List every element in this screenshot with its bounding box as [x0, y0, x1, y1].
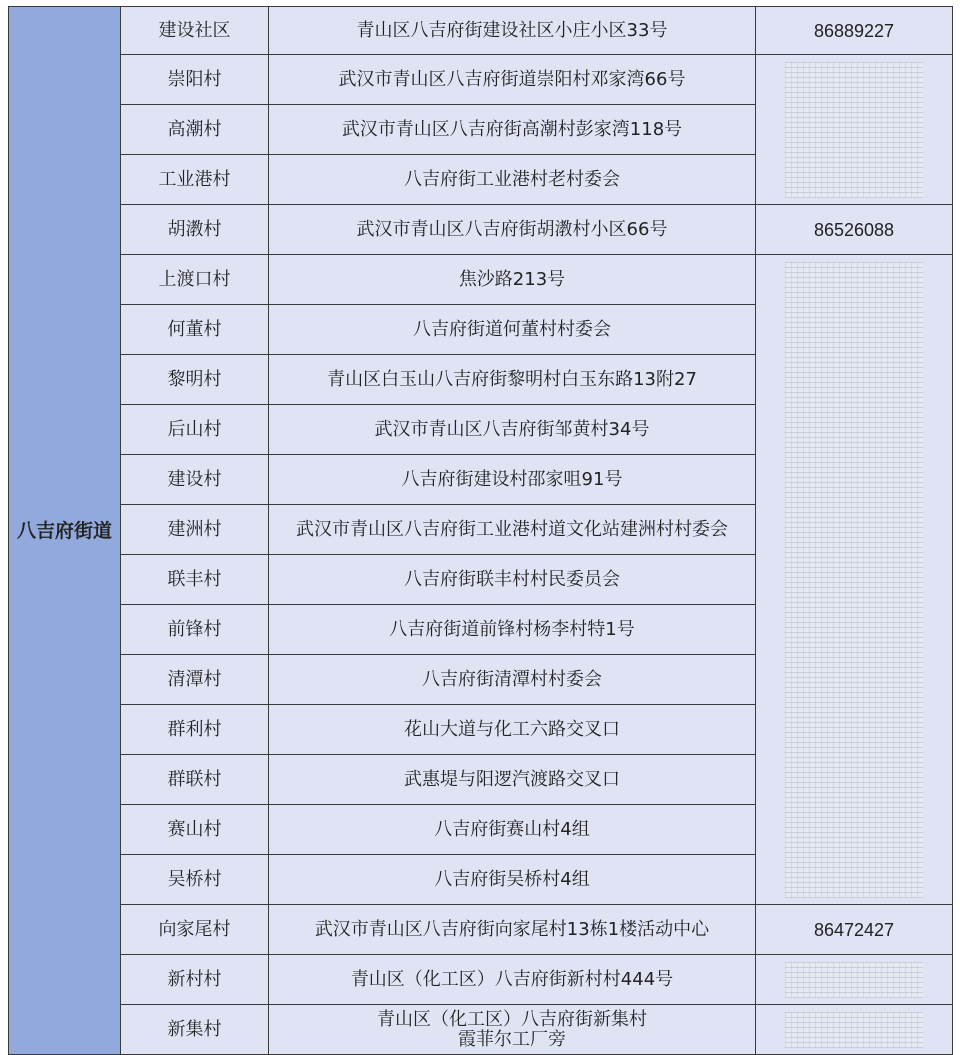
address-line: 青山区八吉府街建设社区小庄小区33号 [356, 19, 668, 41]
redacted-phone-block [785, 262, 923, 898]
community-name-cell: 新村村 [121, 955, 269, 1005]
address-cell [269, 305, 756, 355]
table-row [9, 55, 953, 105]
table-row [9, 7, 953, 55]
address-cell [269, 405, 756, 455]
address-line: 武汉市青山区八吉府街道崇阳村邓家湾66号 [338, 68, 686, 90]
phone-cell: 86889227 [756, 7, 953, 55]
community-name-cell: 建设社区 [121, 7, 269, 55]
table-row [9, 955, 953, 1005]
community-name-cell: 群利村 [121, 705, 269, 755]
address-line: 八吉府街清潭村村委会 [422, 668, 602, 690]
address-line: 焦沙路213号 [458, 268, 566, 290]
community-name-cell: 何董村 [121, 305, 269, 355]
address-line: 青山区白玉山八吉府街黎明村白玉东路13附27 [327, 368, 697, 390]
address-line: 武汉市青山区八吉府街邹黄村34号 [374, 418, 650, 440]
address-line: 花山大道与化工六路交叉口 [404, 718, 620, 740]
address-cell [269, 455, 756, 505]
community-name-cell: 群联村 [121, 755, 269, 805]
address-line: 八吉府街联丰村村民委员会 [404, 568, 620, 590]
address-cell [269, 605, 756, 655]
address-cell [269, 705, 756, 755]
address-cell [269, 105, 756, 155]
address-cell [269, 205, 756, 255]
address-line: 八吉府街建设村邵家咀91号 [401, 468, 623, 490]
address-line: 八吉府街道前锋村杨李村特1号 [389, 618, 635, 640]
address-cell [269, 1005, 756, 1055]
street-name-cell: 八吉府街道 [9, 7, 121, 1055]
community-name-cell: 向家尾村 [121, 905, 269, 955]
community-name-cell: 清潭村 [121, 655, 269, 705]
address-line: 武惠堤与阳逻汽渡路交叉口 [404, 768, 620, 790]
community-name-cell: 联丰村 [121, 555, 269, 605]
community-name-cell: 崇阳村 [121, 55, 269, 105]
address-cell [269, 555, 756, 605]
address-cell [269, 155, 756, 205]
address-cell [269, 55, 756, 105]
phone-cell-redacted [756, 955, 953, 1005]
address-cell [269, 955, 756, 1005]
phone-cell-redacted [756, 55, 953, 205]
community-name-cell: 后山村 [121, 405, 269, 455]
community-name-cell: 建洲村 [121, 505, 269, 555]
table-row [9, 255, 953, 305]
address-line: 八吉府街吴桥村4组 [434, 868, 590, 890]
address-line: 霞菲尔工厂旁 [458, 1028, 566, 1050]
phone-cell-redacted [756, 255, 953, 905]
table-row [9, 1005, 953, 1055]
community-name-cell: 赛山村 [121, 805, 269, 855]
address-cell [269, 505, 756, 555]
redacted-phone-block [785, 962, 923, 998]
redacted-phone-block [785, 1012, 923, 1048]
address-cell [269, 905, 756, 955]
phone-cell-redacted [756, 1005, 953, 1055]
address-line: 青山区（化工区）八吉府街新村村444号 [350, 968, 674, 990]
address-cell [269, 7, 756, 55]
address-line: 武汉市青山区八吉府街工业港村道文化站建洲村村委会 [296, 518, 728, 540]
community-name-cell: 吴桥村 [121, 855, 269, 905]
address-cell [269, 855, 756, 905]
address-cell [269, 805, 756, 855]
table-row [9, 905, 953, 955]
address-line: 八吉府街赛山村4组 [434, 818, 590, 840]
address-cell [269, 755, 756, 805]
address-line: 武汉市青山区八吉府街向家尾村13栋1楼活动中心 [314, 918, 710, 940]
address-cell [269, 355, 756, 405]
redacted-phone-block [785, 62, 923, 198]
community-name-cell: 胡漖村 [121, 205, 269, 255]
address-line: 武汉市青山区八吉府街高潮村彭家湾118号 [341, 118, 683, 140]
community-name-cell: 黎明村 [121, 355, 269, 405]
address-cell [269, 655, 756, 705]
phone-cell: 86472427 [756, 905, 953, 955]
table-row [9, 205, 953, 255]
address-line: 八吉府街工业港村老村委会 [404, 168, 620, 190]
community-name-cell: 工业港村 [121, 155, 269, 205]
address-line: 八吉府街道何董村村委会 [413, 318, 611, 340]
phone-cell: 86526088 [756, 205, 953, 255]
address-line: 武汉市青山区八吉府街胡漖村小区66号 [356, 218, 668, 240]
community-name-cell: 新集村 [121, 1005, 269, 1055]
community-name-cell: 建设村 [121, 455, 269, 505]
community-name-cell: 高潮村 [121, 105, 269, 155]
address-line: 青山区（化工区）八吉府街新集村 [377, 1008, 647, 1030]
contact-table [8, 6, 953, 1055]
address-cell [269, 255, 756, 305]
community-name-cell: 上渡口村 [121, 255, 269, 305]
community-name-cell: 前锋村 [121, 605, 269, 655]
